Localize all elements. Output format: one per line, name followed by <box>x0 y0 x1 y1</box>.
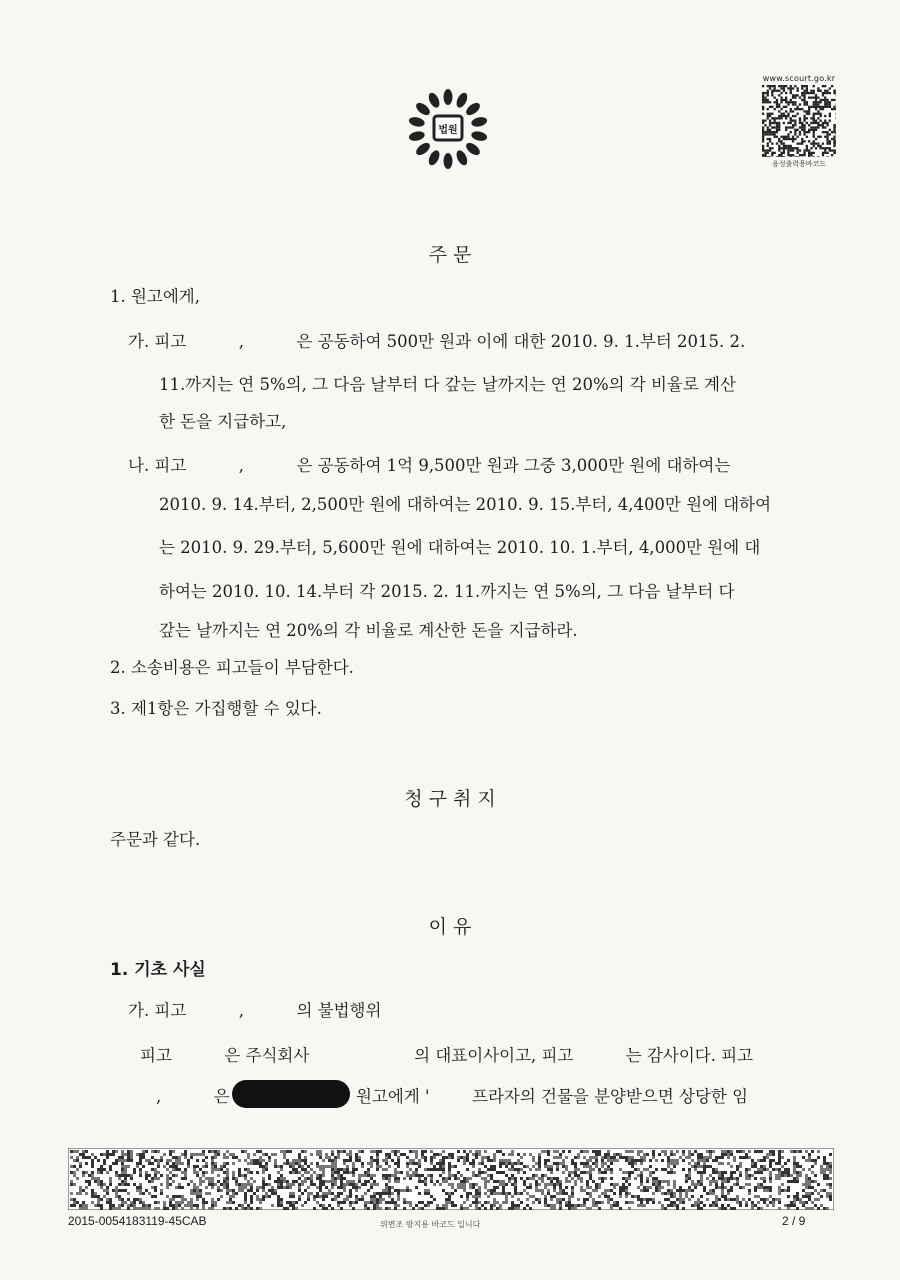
jumun-item1: 1. 원고에게, <box>110 287 200 306</box>
jumun-item1-na-line5: 갚는 날까지는 연 20%의 각 비율로 계산한 돈을 지급하라. <box>159 621 578 640</box>
iyu-sub-ga: 가. 피고 , 의 불법행위 <box>128 1001 382 1020</box>
qr-url: www.scourt.go.kr <box>762 74 836 83</box>
qr-caption: 음성출력용바코드 <box>771 160 827 168</box>
section-title-cheonggu: 청 구 취 지 <box>404 788 496 810</box>
iyu-para-line2-a: , 은 <box>156 1087 230 1106</box>
jumun-item2: 2. 소송비용은 피고들이 부담한다. <box>110 658 354 677</box>
jumun-item3: 3. 제1항은 가집행할 수 있다. <box>110 699 322 718</box>
court-emblem-icon <box>404 84 492 174</box>
anti-forgery-barcode-icon <box>68 1148 834 1210</box>
footer-page-number: 2 / 9 <box>782 1214 806 1228</box>
qr-code-icon <box>762 85 836 157</box>
iyu-para-line1: 피고 은 주식회사 의 대표이사이고, 피고 는 감사이다. 피고 <box>140 1046 754 1065</box>
jumun-item1-ga-line1: 가. 피고 , 은 공동하여 500만 원과 이에 대한 2010. 9. 1.부터 2015. 2. <box>128 332 746 351</box>
jumun-item1-na-line4: 하여는 2010. 10. 14.부터 각 2015. 2. 11.까지는 연 5%의, 그 다음 날부터 다 <box>159 582 735 601</box>
section-title-iyu: 이 유 <box>428 916 472 938</box>
section-title-jumun: 주 문 <box>428 244 472 266</box>
jumun-item1-na-line1: 나. 피고 , 은 공동하여 1억 9,500만 원과 그중 3,000만 원에 대하여는 <box>128 456 731 475</box>
jumun-item1-ga-line3: 한 돈을 지급하고, <box>159 412 287 431</box>
cheonggu-text: 주문과 같다. <box>110 830 201 849</box>
jumun-item1-na-line3: 는 2010. 9. 29.부터, 5,600만 원에 대하여는 2010. 10. 1.부터, 4,000만 원에 대 <box>159 538 761 557</box>
iyu-para-line2-c: 프라자의 건물을 분양받으면 상당한 임 <box>472 1087 749 1106</box>
iyu-section1-title: 1. 기초 사실 <box>110 960 206 980</box>
svg-text:법원: 법원 <box>438 125 458 136</box>
jumun-item1-ga-line2: 11.까지는 연 5%의, 그 다음 날부터 다 갚는 날까지는 연 20%의 각 비율로 계산 <box>159 375 736 394</box>
footer-document-id: 2015-0054183119-45CAB <box>68 1214 207 1228</box>
iyu-para-line2-b: 원고에게 ' <box>356 1087 430 1106</box>
jumun-item1-na-line2: 2010. 9. 14.부터, 2,500만 원에 대하여는 2010. 9. 15.부터, 4,400만 원에 대하여 <box>159 495 772 514</box>
redaction-block <box>232 1080 350 1108</box>
qr-code-block <box>758 74 840 169</box>
footer-note: 위변조 방지용 바코드 입니다 <box>380 1220 481 1229</box>
